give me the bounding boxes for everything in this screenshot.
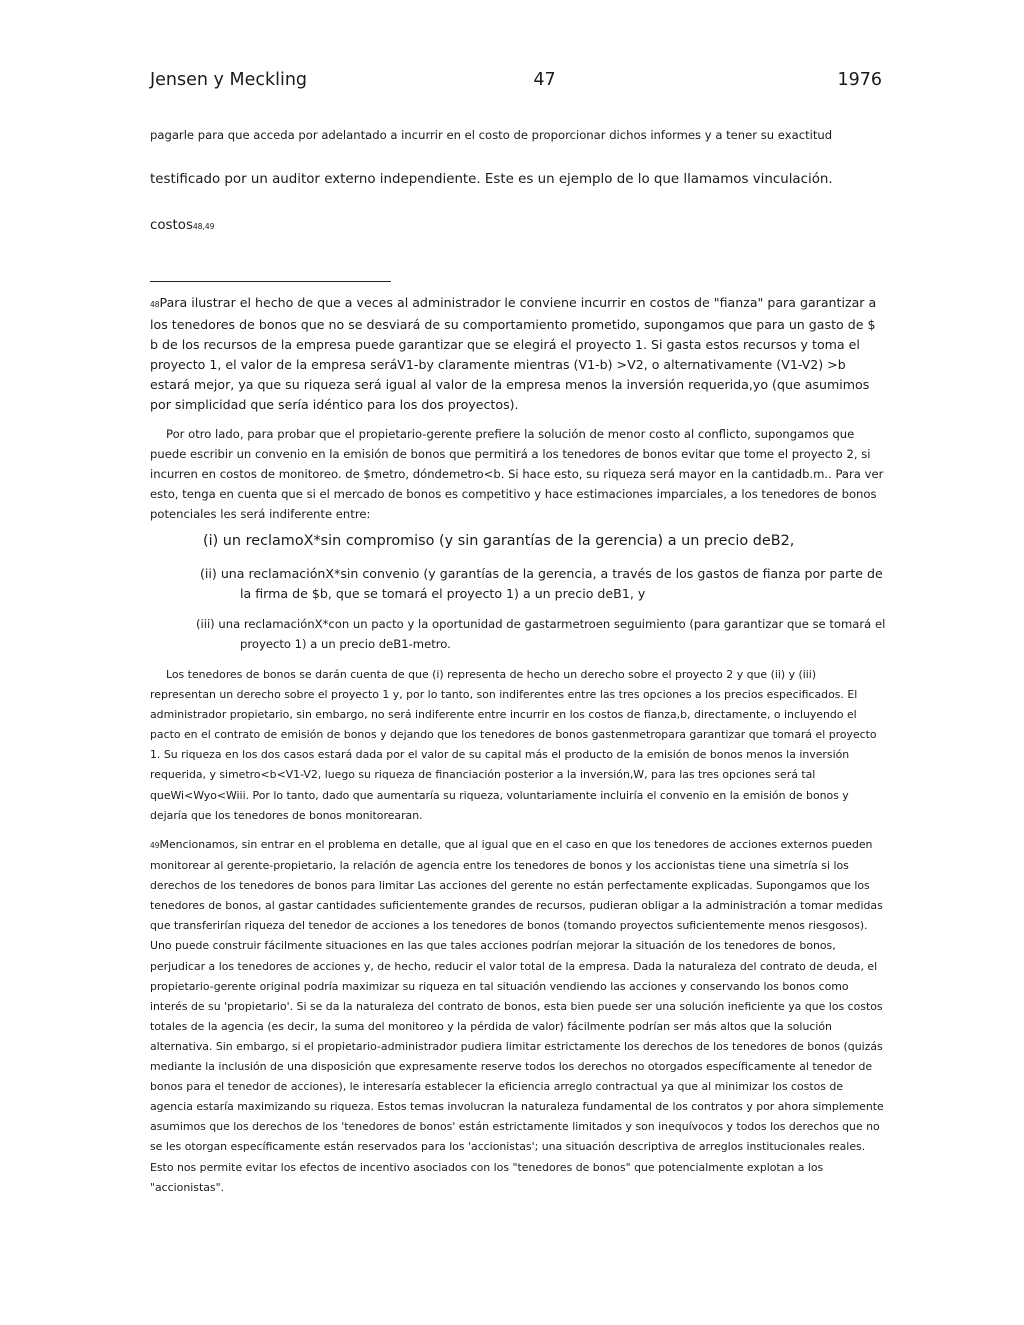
footnote-48-paragraph-1	[150, 293, 884, 415]
footnote-48-para-1-text: Para ilustrar el hecho de que a veces al administrador le conviene incurrir en costos de "fianza" para garantizar a los tenedores de bonos que no se desviará de su comportamiento prometido, supongamos que para un gasto de $ b de los recursos de la empresa puede garantizar que se elegirá el proyecto 1. Si gasta estos recursos y toma el proyecto 1, el valor de la empresa seráV1-by claramente mientras (V1-b) >V2, o alternativamente (V1-V2) >b estará mejor, ya que su riqueza será igual al valor de la empresa menos la inversión requerida,yo (que asumimos por simplicidad que sería idéntico para los dos proyectos).	[150, 295, 877, 412]
body-line-2: testificado por un auditor externo independiente. Este es un ejemplo de lo que llamamos vinculación.	[150, 172, 833, 187]
running-header-authors: Jensen y Meckling	[150, 70, 308, 90]
footnote-48-option-ii: (ii) una reclamaciónX*sin convenio (y garantías de la gerencia, a través de los gastos de fianza por parte de la firma de $b, que se tomará el proyecto 1) a un precio deB1, y	[200, 566, 883, 601]
footnote-48-paragraph-2	[150, 424, 884, 524]
body-line-3-text: costos	[150, 218, 193, 233]
footnote-49-mark: 49	[150, 841, 160, 850]
footnote-48-para-2-text: Por otro lado, para probar que el propietario-gerente prefiere la solución de menor costo al conflicto, supongamos que puede escribir un convenio en la emisión de bonos que permitirá a los tenedores de bonos evitar que tome el proyecto 2, si incurren en costos de monitoreo. de $metro, dóndemetro<b. Si hace esto, su riqueza será mayor en la cantidadb.m.. Para ver esto, tenga en cuenta que si el mercado de bonos es competitivo y hace estimaciones imparciales, a los tenedores de bonos potenciales les será indiferente entre:	[150, 427, 884, 521]
footnote-48-para-3-text: Los tenedores de bonos se darán cuenta de que (i) representa de hecho un derecho sobre el proyecto 2 y que (ii) y (iii) representan un derecho sobre el proyecto 1 y, por lo tanto, son indiferentes entre las tres opciones a los precios especificados. El administrador propietario, sin embargo, no será indiferente entre incurrir en los costos de fianza,b, directamente, o incluyendo el pacto en el contrato de emisión de bonos y dejando que los tenedores de bonos gastenmetropara garantizar que tomará el proyecto 1. Su riqueza en los dos casos estará dada por el valor de su capital más el producto de la emisión de bonos menos la inversión requerida, y simetro<b<V1-V2, luego su riqueza de financiación posterior a la inversión,W, para las tres opciones será tal queWi<Wyo<Wiii. Por lo tanto, dado que aumentaría su riqueza, voluntariamente incluiría el convenio en la emisión de bonos y dejaría que los tenedores de bonos monitorearan.	[150, 668, 877, 822]
footnote-49	[150, 835, 884, 1198]
body-line-3	[150, 218, 884, 233]
footnote-48-paragraph-3	[150, 665, 884, 826]
footnote-48-option-iii: (iii) una reclamaciónX*con un pacto y la oportunidad de gastarmetroen seguimiento (para garantizar que se tomará el proyecto 1) a un precio deB1-metro.	[196, 617, 886, 651]
footnote-reference-48-49: 48,49	[192, 222, 215, 231]
footnote-separator	[150, 281, 391, 282]
body-line-1: pagarle para que acceda por adelantado a incurrir en el costo de proporcionar dichos informes y a tener su exactitud	[150, 128, 833, 142]
footnote-48-mark: 48	[150, 300, 160, 309]
running-header-year: 1976	[837, 70, 882, 90]
footnote-48-option-i: (i) un reclamoX*sin compromiso (y sin garantías de la gerencia) a un precio deB2,	[203, 533, 795, 549]
page-number: 47	[533, 70, 556, 90]
footnote-49-text: Mencionamos, sin entrar en el problema en detalle, que al igual que en el caso en que los tenedores de acciones externos pueden monitorear al gerente-propietario, la relación de agencia entre los tenedores de bonos y los accionistas tiene una simetría si los derechos de los tenedores de bonos para limitar Las acciones del gerente no están perfectamente explicadas. Supongamos que los tenedores de bonos, al gastar cantidades suficientemente grandes de recursos, pudieran obligar a la administración a tomar medidas que transferirían riqueza del tenedor de acciones a los tenedores de bonos (tomando proyectos suficientemente menos riesgosos). Uno puede construir fácilmente situaciones en las que tales acciones podrían mejorar la situación de los tenedores de bonos, perjudicar a los tenedores de acciones y, de hecho, reducir el valor total de la empresa. Dada la naturaleza del contrato de deuda, el propietario-gerente original podría maximizar su riqueza en tal situación vendiendo las acciones y conservando los bonos como interés de su 'propietario'. Si se da la naturaleza del contrato de bonos, esta bien puede ser una solución ineficiente ya que los costos totales de la agencia (es decir, la suma del monitoreo y la pérdida de valor) fácilmente podrían ser más altos que la solución alternativa. Sin embargo, si el propietario-administrador pudiera limitar estrictamente los derechos de los tenedores de bonos (quizás mediante la inclusión de una disposición que expresamente reserve todos los derechos no otorgados específicamente al tenedor de bonos para el tenedor de acciones), le interesaría establecer la eficiencia arreglo contractual ya que al minimizar los costos de agencia estaría maximizando su riqueza. Estos temas involucran la naturaleza fundamental de los contratos y por ahora simplemente asumimos que los derechos de los 'tenedores de bonos' están estrictamente limitados y son inequívocos y todos los derechos que no se les otorgan específicamente están reservados para los 'accionistas'; una situación descriptiva de arreglos institucionales reales. Esto nos permite evitar los efectos de incentivo asociados con los "tenedores de bonos" que potencialmente explotan a los "accionistas".	[150, 838, 884, 1194]
